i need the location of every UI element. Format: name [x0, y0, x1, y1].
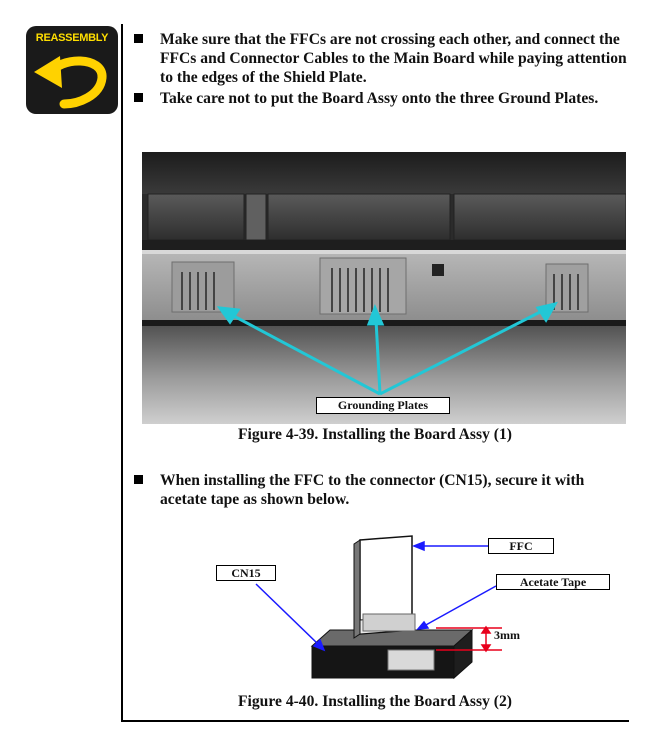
figure-4-39-caption: Figure 4-39. Installing the Board Assy (1)	[238, 426, 512, 443]
cn15-connector	[312, 630, 472, 678]
dimension-label: 3mm	[494, 628, 520, 642]
acetate-tape	[363, 614, 415, 631]
ffc-label: FFC	[488, 538, 554, 554]
badge-label: REASSEMBLY	[35, 32, 109, 44]
bullet-list-bottom	[130, 471, 630, 511]
figure-4-40-caption: Figure 4-40. Installing the Board Assy (2)	[238, 693, 512, 710]
cn15-label: CN15	[216, 565, 276, 581]
bullet-item: When installing the FFC to the connector (CN15), secure it with acetate tape as shown below.	[130, 471, 630, 509]
bullet-item: Take care not to put the Board Assy onto the three Ground Plates.	[130, 89, 630, 108]
acetate-tape-label: Acetate Tape	[496, 574, 610, 590]
figure-4-39-photo	[142, 152, 626, 424]
figure-4-40-diagram	[200, 528, 630, 693]
bullet-item: Make sure that the FFCs are not crossing each other, and connect the FFCs and Connector Cables to the Main Board while paying attention to the edges of the Shield Plate.	[130, 30, 630, 87]
grounding-plates-label: Grounding Plates	[316, 397, 450, 414]
bullet-list-top	[130, 30, 630, 110]
reassembly-badge	[26, 26, 118, 114]
